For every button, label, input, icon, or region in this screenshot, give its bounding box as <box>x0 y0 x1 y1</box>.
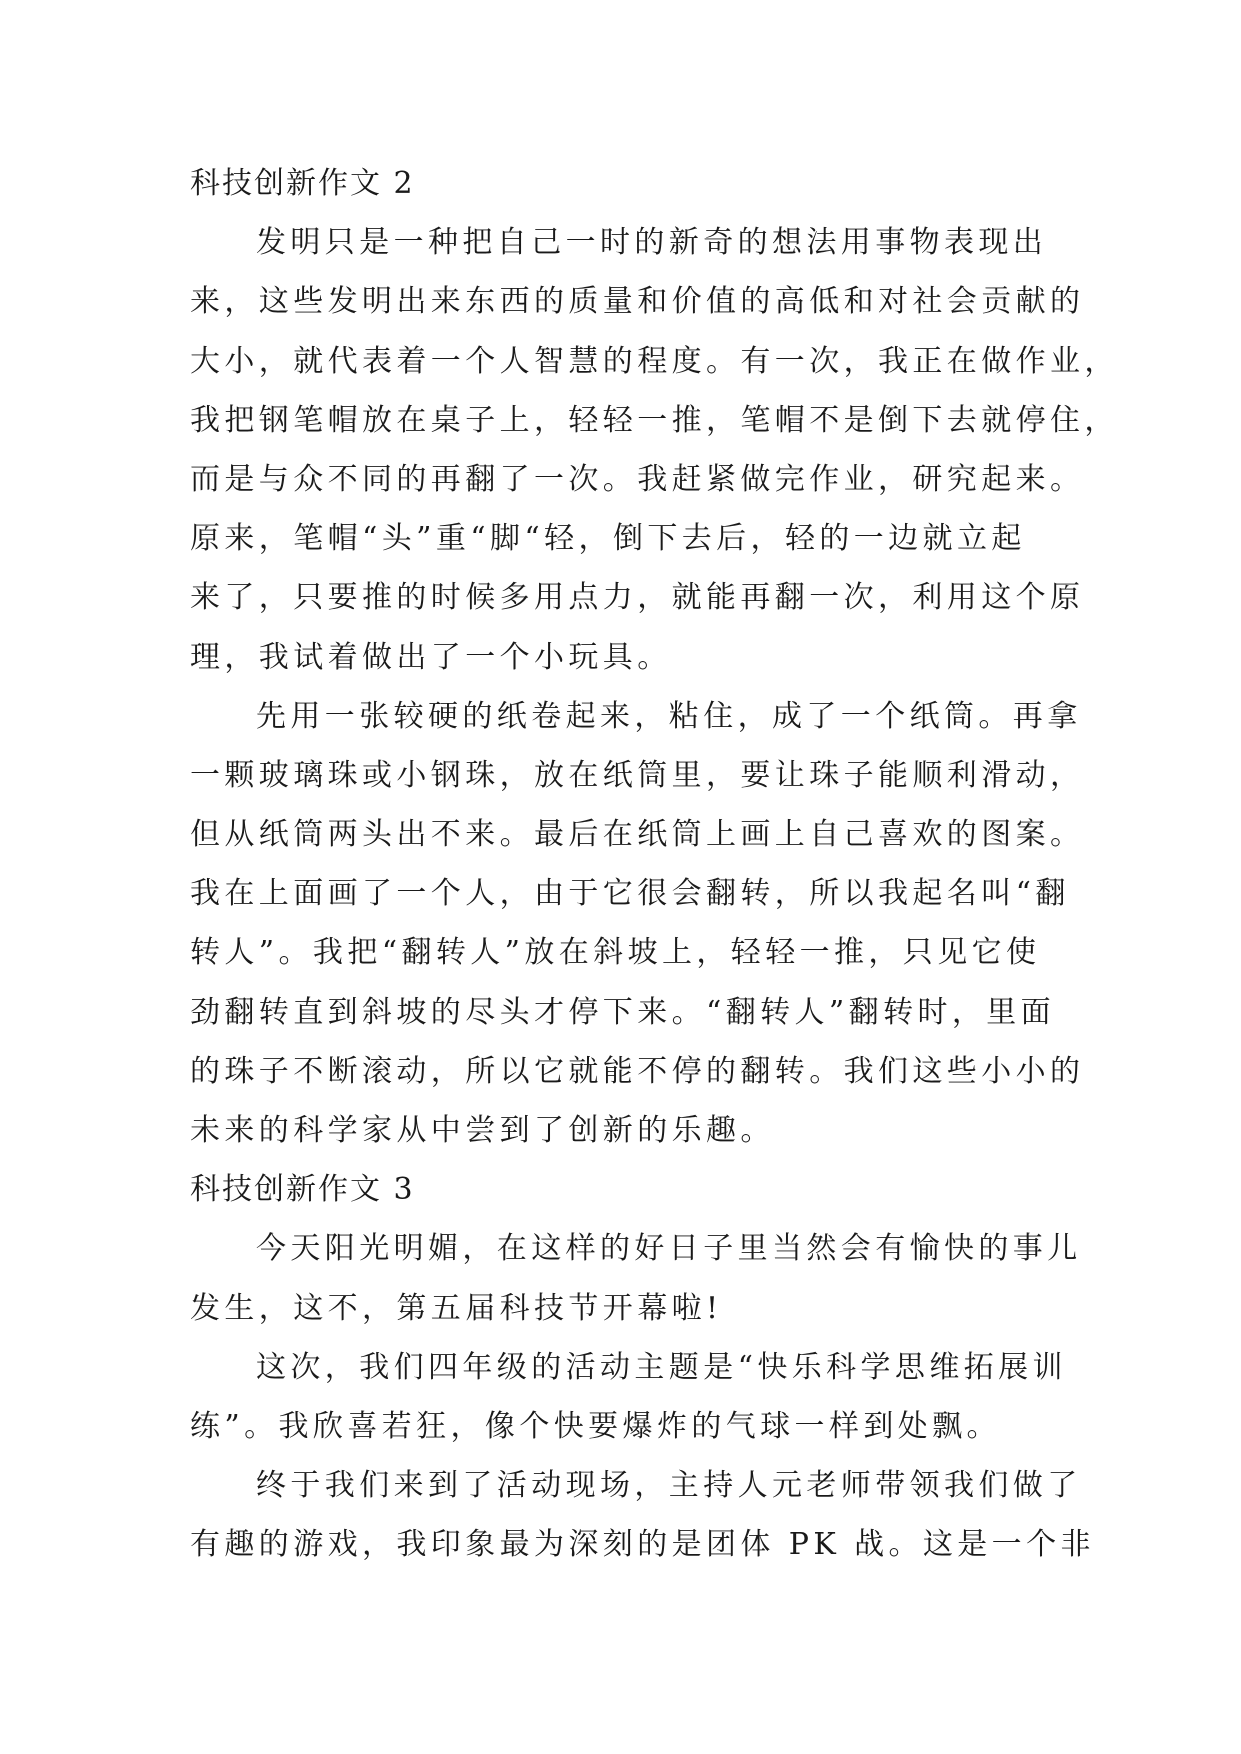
paragraph-line: 大小，就代表着一个人智慧的程度。有一次，我正在做作业， <box>190 343 1119 379</box>
paragraph-line: 一颗玻璃珠或小钢珠，放在纸筒里，要让珠子能顺利滑动， <box>190 757 1085 793</box>
document-body <box>190 154 1119 1575</box>
section-heading: 科技创新作文 2 <box>190 166 415 201</box>
paragraph-line: 有趣的游戏，我印象最为深刻的是团体 PK 战。这是一个非 <box>190 1527 1095 1563</box>
paragraph-line: 来，这些发明出来东西的质量和价值的高低和对社会贡献的 <box>190 284 1085 320</box>
paragraph-line: 发生，这不，第五届科技节开幕啦! <box>190 1290 723 1326</box>
paragraph-line: 的珠子不断滚动，所以它就能不停的翻转。我们这些小小的 <box>190 1053 1085 1089</box>
paragraph-line: 劲翻转直到斜坡的尽头才停下来。“翻转人”翻转时，里面 <box>190 994 1056 1030</box>
paragraph-line: 我把钢笔帽放在桌子上，轻轻一推，笔帽不是倒下去就停住， <box>190 402 1119 438</box>
paragraph-line: 来了，只要推的时候多用点力，就能再翻一次，利用这个原 <box>190 580 1085 616</box>
paragraph-line: 终于我们来到了活动现场，主持人元老师带领我们做了 <box>256 1468 1082 1504</box>
paragraph-line: 未来的科学家从中尝到了创新的乐趣。 <box>190 1113 775 1148</box>
paragraph-line: 这次，我们四年级的活动主题是“快乐科学思维拓展训 <box>256 1349 1067 1385</box>
paragraph-line: 但从纸筒两头出不来。最后在纸筒上画上自己喜欢的图案。 <box>190 817 1085 853</box>
paragraph-line: 我在上面画了一个人，由于它很会翻转，所以我起名叫“翻 <box>190 876 1070 912</box>
paragraph-line: 今天阳光明媚，在这样的好日子里当然会有愉快的事儿 <box>256 1231 1082 1267</box>
paragraph-line: 理，我试着做出了一个小玩具。 <box>190 639 672 675</box>
paragraph-line: 发明只是一种把自己一时的新奇的想法用事物表现出 <box>256 225 1048 261</box>
paragraph-line: 而是与众不同的再翻了一次。我赶紧做完作业，研究起来。 <box>190 461 1085 497</box>
section-heading: 科技创新作文 3 <box>190 1172 415 1208</box>
paragraph-line: 练”。我欣喜若狂，像个快要爆炸的气球一样到处飘。 <box>190 1408 1001 1444</box>
paragraph-line: 先用一张较硬的纸卷起来，粘住，成了一个纸筒。再拿 <box>256 698 1082 734</box>
paragraph-line: 原来，笔帽“头”重“脚“轻，倒下去后，轻的一边就立起 <box>190 521 1026 557</box>
paragraph-line: 转人”。我把“翻转人”放在斜坡上，轻轻一推，只见它使 <box>190 935 1041 971</box>
